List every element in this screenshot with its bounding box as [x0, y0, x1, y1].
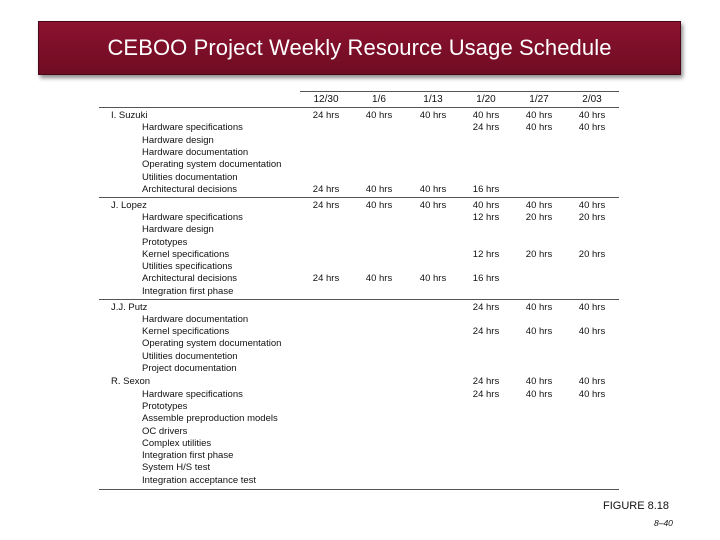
hours-cell: 40 hrs: [365, 183, 393, 195]
hours-cell: 40 hrs: [578, 110, 606, 121]
hours-cell: 40 hrs: [525, 199, 553, 211]
task-name: Complex utilities: [142, 437, 212, 449]
task-name: Hardware documentation: [142, 146, 249, 158]
column-header-week: 1/20: [476, 94, 496, 105]
task-name: Kernel specifications: [142, 326, 230, 338]
hours-cell: 40 hrs: [525, 110, 553, 121]
task-name: System H/S test: [142, 462, 211, 474]
task-name: Utilities specifications: [142, 261, 233, 273]
task-name: OC drivers: [142, 425, 188, 437]
task-name: Assemble preproduction models: [142, 413, 278, 425]
header-top-rule: [300, 91, 619, 92]
hours-cell: 16 hrs: [472, 183, 500, 195]
table-bottom-rule: [99, 489, 619, 490]
hours-cell: 24 hrs: [472, 301, 500, 313]
hours-cell: 24 hrs: [472, 122, 500, 134]
hours-cell: 40 hrs: [578, 326, 606, 338]
task-name: Utilities documentetion: [142, 350, 238, 362]
hours-cell: 40 hrs: [525, 326, 553, 338]
task-name: Architectural decisions: [142, 273, 238, 285]
hours-cell: 20 hrs: [578, 248, 606, 260]
hours-cell: 24 hrs: [472, 388, 500, 400]
task-name: Operating system documentation: [142, 338, 282, 350]
hours-cell: 40 hrs: [365, 110, 393, 121]
hours-cell: 40 hrs: [419, 199, 447, 211]
hours-cell: 40 hrs: [525, 301, 553, 313]
task-name: Hardware specifications: [142, 122, 243, 134]
column-header-week: 12/30: [313, 94, 339, 105]
hours-cell: 24 hrs: [312, 199, 340, 211]
hours-cell: 12 hrs: [472, 211, 500, 223]
hours-cell: 24 hrs: [472, 326, 500, 338]
task-name: Integration first phase: [142, 285, 234, 297]
task-name: Hardware design: [142, 134, 214, 146]
hours-cell: 20 hrs: [525, 211, 553, 223]
hours-cell: 40 hrs: [525, 388, 553, 400]
person-name: J. Lopez: [111, 199, 147, 211]
person-name: I. Suzuki: [111, 110, 148, 121]
hours-cell: 40 hrs: [472, 110, 500, 121]
hours-cell: 40 hrs: [578, 388, 606, 400]
task-name: Prototypes: [142, 236, 188, 248]
hours-cell: 20 hrs: [525, 248, 553, 260]
hours-cell: 40 hrs: [419, 273, 447, 285]
hours-cell: 40 hrs: [578, 122, 606, 134]
task-name: Architectural decisions: [142, 183, 238, 195]
hours-cell: 40 hrs: [578, 199, 606, 211]
hours-cell: 24 hrs: [312, 110, 340, 121]
task-name: Operating system documentation: [142, 159, 282, 171]
hours-cell: 24 hrs: [312, 273, 340, 285]
column-header-week: 1/13: [423, 94, 443, 105]
hours-cell: 40 hrs: [472, 199, 500, 211]
column-header-week: 2/03: [582, 94, 602, 105]
hours-cell: 40 hrs: [525, 376, 553, 388]
hours-cell: 40 hrs: [419, 110, 447, 121]
task-name: Hardware design: [142, 224, 214, 236]
hours-cell: 20 hrs: [578, 211, 606, 223]
task-name: Kernel specifications: [142, 248, 230, 260]
hours-cell: 40 hrs: [578, 301, 606, 313]
hours-cell: 40 hrs: [578, 376, 606, 388]
person-name: R. Sexon: [111, 376, 151, 388]
hours-cell: 24 hrs: [312, 183, 340, 195]
person-divider-rule: [99, 299, 619, 300]
task-name: Utilities documentation: [142, 171, 238, 183]
hours-cell: 40 hrs: [365, 273, 393, 285]
title-bar: [38, 21, 681, 75]
page-number: 8–40: [654, 518, 673, 528]
header-bottom-rule: [99, 107, 619, 108]
hours-cell: 24 hrs: [472, 376, 500, 388]
person-name: J.J. Putz: [111, 301, 148, 313]
task-name: Hardware specifications: [142, 211, 243, 223]
column-header-week: 1/27: [529, 94, 549, 105]
column-header-week: 1/6: [372, 94, 386, 105]
hours-cell: 40 hrs: [525, 122, 553, 134]
task-name: Hardware specifications: [142, 388, 243, 400]
resource-schedule-table: [99, 91, 619, 491]
task-name: Project documentation: [142, 363, 237, 374]
task-name: Integration acceptance test: [142, 474, 257, 486]
task-name: Integration first phase: [142, 450, 234, 462]
person-divider-rule: [99, 197, 619, 198]
task-name: Hardware documentation: [142, 313, 249, 325]
hours-cell: 16 hrs: [472, 273, 500, 285]
hours-cell: 40 hrs: [365, 199, 393, 211]
slide-title: CEBOO Project Weekly Resource Usage Schedule: [107, 35, 612, 60]
task-name: Prototypes: [142, 400, 188, 412]
hours-cell: 12 hrs: [472, 248, 500, 260]
figure-caption: FIGURE 8.18: [603, 500, 670, 512]
hours-cell: 40 hrs: [419, 183, 447, 195]
